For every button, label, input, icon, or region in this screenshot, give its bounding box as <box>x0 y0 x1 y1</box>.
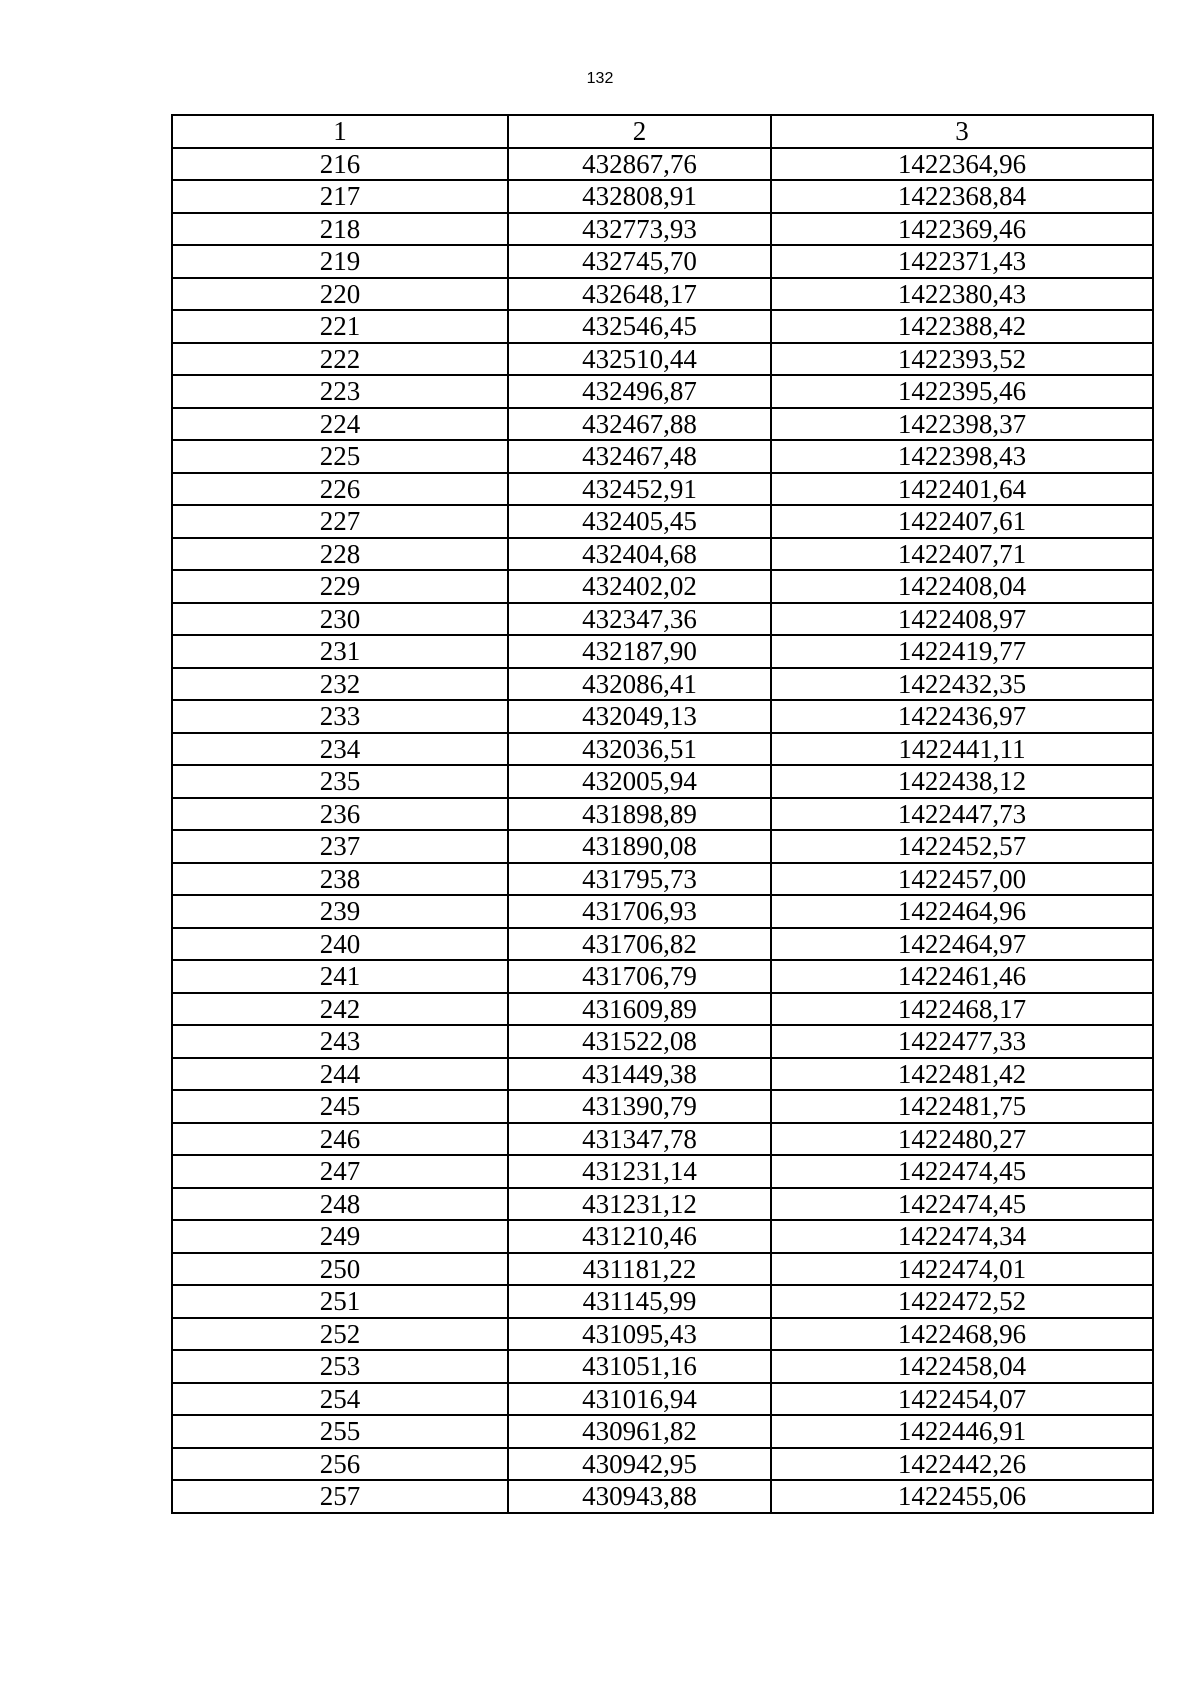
point-number-cell: 245 <box>172 1090 508 1123</box>
table-row <box>172 1058 1153 1091</box>
point-number-cell: 225 <box>172 440 508 473</box>
table-row <box>172 603 1153 636</box>
point-number-cell: 240 <box>172 928 508 961</box>
y-coordinate-cell: 1422457,00 <box>771 863 1153 896</box>
point-number-cell: 223 <box>172 375 508 408</box>
y-coordinate-cell: 1422395,46 <box>771 375 1153 408</box>
y-coordinate-cell: 1422472,52 <box>771 1285 1153 1318</box>
coordinates-table-body <box>172 115 1153 1513</box>
x-coordinate-cell: 432808,91 <box>508 180 771 213</box>
x-coordinate-cell: 432867,76 <box>508 148 771 181</box>
y-coordinate-cell: 1422368,84 <box>771 180 1153 213</box>
table-row <box>172 798 1153 831</box>
header-cell-1: 1 <box>172 115 508 148</box>
x-coordinate-cell: 431145,99 <box>508 1285 771 1318</box>
point-number-cell: 255 <box>172 1415 508 1448</box>
table-row <box>172 1350 1153 1383</box>
table-row <box>172 1025 1153 1058</box>
table-row <box>172 310 1153 343</box>
point-number-cell: 219 <box>172 245 508 278</box>
y-coordinate-cell: 1422474,01 <box>771 1253 1153 1286</box>
table-header-row <box>172 115 1153 148</box>
x-coordinate-cell: 432773,93 <box>508 213 771 246</box>
table-row <box>172 765 1153 798</box>
table-row <box>172 278 1153 311</box>
y-coordinate-cell: 1422481,42 <box>771 1058 1153 1091</box>
x-coordinate-cell: 432402,02 <box>508 570 771 603</box>
x-coordinate-cell: 432467,48 <box>508 440 771 473</box>
y-coordinate-cell: 1422398,37 <box>771 408 1153 441</box>
y-coordinate-cell: 1422474,45 <box>771 1188 1153 1221</box>
table-row <box>172 993 1153 1026</box>
table-row <box>172 895 1153 928</box>
point-number-cell: 253 <box>172 1350 508 1383</box>
x-coordinate-cell: 430943,88 <box>508 1480 771 1513</box>
point-number-cell: 237 <box>172 830 508 863</box>
y-coordinate-cell: 1422432,35 <box>771 668 1153 701</box>
table-row <box>172 343 1153 376</box>
x-coordinate-cell: 432496,87 <box>508 375 771 408</box>
y-coordinate-cell: 1422468,17 <box>771 993 1153 1026</box>
x-coordinate-cell: 432036,51 <box>508 733 771 766</box>
point-number-cell: 232 <box>172 668 508 701</box>
y-coordinate-cell: 1422441,11 <box>771 733 1153 766</box>
point-number-cell: 221 <box>172 310 508 343</box>
point-number-cell: 251 <box>172 1285 508 1318</box>
x-coordinate-cell: 431051,16 <box>508 1350 771 1383</box>
table-row <box>172 1090 1153 1123</box>
y-coordinate-cell: 1422464,97 <box>771 928 1153 961</box>
point-number-cell: 244 <box>172 1058 508 1091</box>
page-number: 132 <box>586 70 614 87</box>
y-coordinate-cell: 1422474,34 <box>771 1220 1153 1253</box>
point-number-cell: 217 <box>172 180 508 213</box>
x-coordinate-cell: 431347,78 <box>508 1123 771 1156</box>
x-coordinate-cell: 432405,45 <box>508 505 771 538</box>
point-number-cell: 252 <box>172 1318 508 1351</box>
table-row <box>172 830 1153 863</box>
x-coordinate-cell: 432467,88 <box>508 408 771 441</box>
y-coordinate-cell: 1422401,64 <box>771 473 1153 506</box>
x-coordinate-cell: 431706,82 <box>508 928 771 961</box>
table-row <box>172 1383 1153 1416</box>
y-coordinate-cell: 1422458,04 <box>771 1350 1153 1383</box>
y-coordinate-cell: 1422480,27 <box>771 1123 1153 1156</box>
x-coordinate-cell: 432745,70 <box>508 245 771 278</box>
x-coordinate-cell: 432510,44 <box>508 343 771 376</box>
x-coordinate-cell: 431706,79 <box>508 960 771 993</box>
y-coordinate-cell: 1422380,43 <box>771 278 1153 311</box>
x-coordinate-cell: 430961,82 <box>508 1415 771 1448</box>
table-row <box>172 1480 1153 1513</box>
y-coordinate-cell: 1422464,96 <box>771 895 1153 928</box>
y-coordinate-cell: 1422398,43 <box>771 440 1153 473</box>
point-number-cell: 254 <box>172 1383 508 1416</box>
point-number-cell: 234 <box>172 733 508 766</box>
table-row <box>172 473 1153 506</box>
x-coordinate-cell: 431095,43 <box>508 1318 771 1351</box>
table-row <box>172 180 1153 213</box>
y-coordinate-cell: 1422461,46 <box>771 960 1153 993</box>
x-coordinate-cell: 431898,89 <box>508 798 771 831</box>
header-cell-3: 3 <box>771 115 1153 148</box>
point-number-cell: 220 <box>172 278 508 311</box>
y-coordinate-cell: 1422442,26 <box>771 1448 1153 1481</box>
header-cell-2: 2 <box>508 115 771 148</box>
table-row <box>172 1415 1153 1448</box>
table-row <box>172 863 1153 896</box>
x-coordinate-cell: 431210,46 <box>508 1220 771 1253</box>
y-coordinate-cell: 1422481,75 <box>771 1090 1153 1123</box>
point-number-cell: 250 <box>172 1253 508 1286</box>
table-row <box>172 440 1153 473</box>
point-number-cell: 218 <box>172 213 508 246</box>
table-row <box>172 668 1153 701</box>
point-number-cell: 228 <box>172 538 508 571</box>
x-coordinate-cell: 431390,79 <box>508 1090 771 1123</box>
x-coordinate-cell: 431231,14 <box>508 1155 771 1188</box>
table-row <box>172 1253 1153 1286</box>
y-coordinate-cell: 1422477,33 <box>771 1025 1153 1058</box>
table-row <box>172 635 1153 668</box>
point-number-cell: 227 <box>172 505 508 538</box>
x-coordinate-cell: 431016,94 <box>508 1383 771 1416</box>
point-number-cell: 236 <box>172 798 508 831</box>
y-coordinate-cell: 1422452,57 <box>771 830 1153 863</box>
point-number-cell: 233 <box>172 700 508 733</box>
point-number-cell: 226 <box>172 473 508 506</box>
point-number-cell: 248 <box>172 1188 508 1221</box>
x-coordinate-cell: 431181,22 <box>508 1253 771 1286</box>
table-row <box>172 1318 1153 1351</box>
point-number-cell: 231 <box>172 635 508 668</box>
table-row <box>172 1220 1153 1253</box>
point-number-cell: 222 <box>172 343 508 376</box>
x-coordinate-cell: 432546,45 <box>508 310 771 343</box>
point-number-cell: 242 <box>172 993 508 1026</box>
table-row <box>172 1448 1153 1481</box>
y-coordinate-cell: 1422419,77 <box>771 635 1153 668</box>
point-number-cell: 241 <box>172 960 508 993</box>
y-coordinate-cell: 1422474,45 <box>771 1155 1153 1188</box>
table-row <box>172 1188 1153 1221</box>
y-coordinate-cell: 1422393,52 <box>771 343 1153 376</box>
x-coordinate-cell: 432347,36 <box>508 603 771 636</box>
x-coordinate-cell: 431706,93 <box>508 895 771 928</box>
x-coordinate-cell: 431609,89 <box>508 993 771 1026</box>
y-coordinate-cell: 1422408,04 <box>771 570 1153 603</box>
table-row <box>172 1123 1153 1156</box>
table-row <box>172 213 1153 246</box>
point-number-cell: 239 <box>172 895 508 928</box>
table-row <box>172 733 1153 766</box>
y-coordinate-cell: 1422407,61 <box>771 505 1153 538</box>
point-number-cell: 256 <box>172 1448 508 1481</box>
x-coordinate-cell: 432187,90 <box>508 635 771 668</box>
x-coordinate-cell: 431449,38 <box>508 1058 771 1091</box>
table-row <box>172 505 1153 538</box>
table-row <box>172 245 1153 278</box>
point-number-cell: 229 <box>172 570 508 603</box>
y-coordinate-cell: 1422454,07 <box>771 1383 1153 1416</box>
point-number-cell: 216 <box>172 148 508 181</box>
x-coordinate-cell: 432452,91 <box>508 473 771 506</box>
x-coordinate-cell: 432404,68 <box>508 538 771 571</box>
table-row <box>172 700 1153 733</box>
point-number-cell: 224 <box>172 408 508 441</box>
point-number-cell: 257 <box>172 1480 508 1513</box>
y-coordinate-cell: 1422447,73 <box>771 798 1153 831</box>
y-coordinate-cell: 1422364,96 <box>771 148 1153 181</box>
x-coordinate-cell: 432648,17 <box>508 278 771 311</box>
y-coordinate-cell: 1422369,46 <box>771 213 1153 246</box>
table-row <box>172 570 1153 603</box>
y-coordinate-cell: 1422408,97 <box>771 603 1153 636</box>
point-number-cell: 247 <box>172 1155 508 1188</box>
table-row <box>172 148 1153 181</box>
table-row <box>172 408 1153 441</box>
x-coordinate-cell: 431231,12 <box>508 1188 771 1221</box>
y-coordinate-cell: 1422446,91 <box>771 1415 1153 1448</box>
y-coordinate-cell: 1422468,96 <box>771 1318 1153 1351</box>
point-number-cell: 246 <box>172 1123 508 1156</box>
x-coordinate-cell: 432005,94 <box>508 765 771 798</box>
x-coordinate-cell: 432086,41 <box>508 668 771 701</box>
y-coordinate-cell: 1422388,42 <box>771 310 1153 343</box>
point-number-cell: 230 <box>172 603 508 636</box>
y-coordinate-cell: 1422438,12 <box>771 765 1153 798</box>
point-number-cell: 235 <box>172 765 508 798</box>
table-row <box>172 928 1153 961</box>
y-coordinate-cell: 1422455,06 <box>771 1480 1153 1513</box>
x-coordinate-cell: 430942,95 <box>508 1448 771 1481</box>
y-coordinate-cell: 1422436,97 <box>771 700 1153 733</box>
y-coordinate-cell: 1422407,71 <box>771 538 1153 571</box>
point-number-cell: 249 <box>172 1220 508 1253</box>
table-row <box>172 960 1153 993</box>
table-row <box>172 538 1153 571</box>
x-coordinate-cell: 431890,08 <box>508 830 771 863</box>
x-coordinate-cell: 432049,13 <box>508 700 771 733</box>
x-coordinate-cell: 431795,73 <box>508 863 771 896</box>
table-row <box>172 375 1153 408</box>
point-number-cell: 243 <box>172 1025 508 1058</box>
table-row <box>172 1155 1153 1188</box>
y-coordinate-cell: 1422371,43 <box>771 245 1153 278</box>
point-number-cell: 238 <box>172 863 508 896</box>
x-coordinate-cell: 431522,08 <box>508 1025 771 1058</box>
table-row <box>172 1285 1153 1318</box>
coordinates-table <box>171 114 1154 1514</box>
